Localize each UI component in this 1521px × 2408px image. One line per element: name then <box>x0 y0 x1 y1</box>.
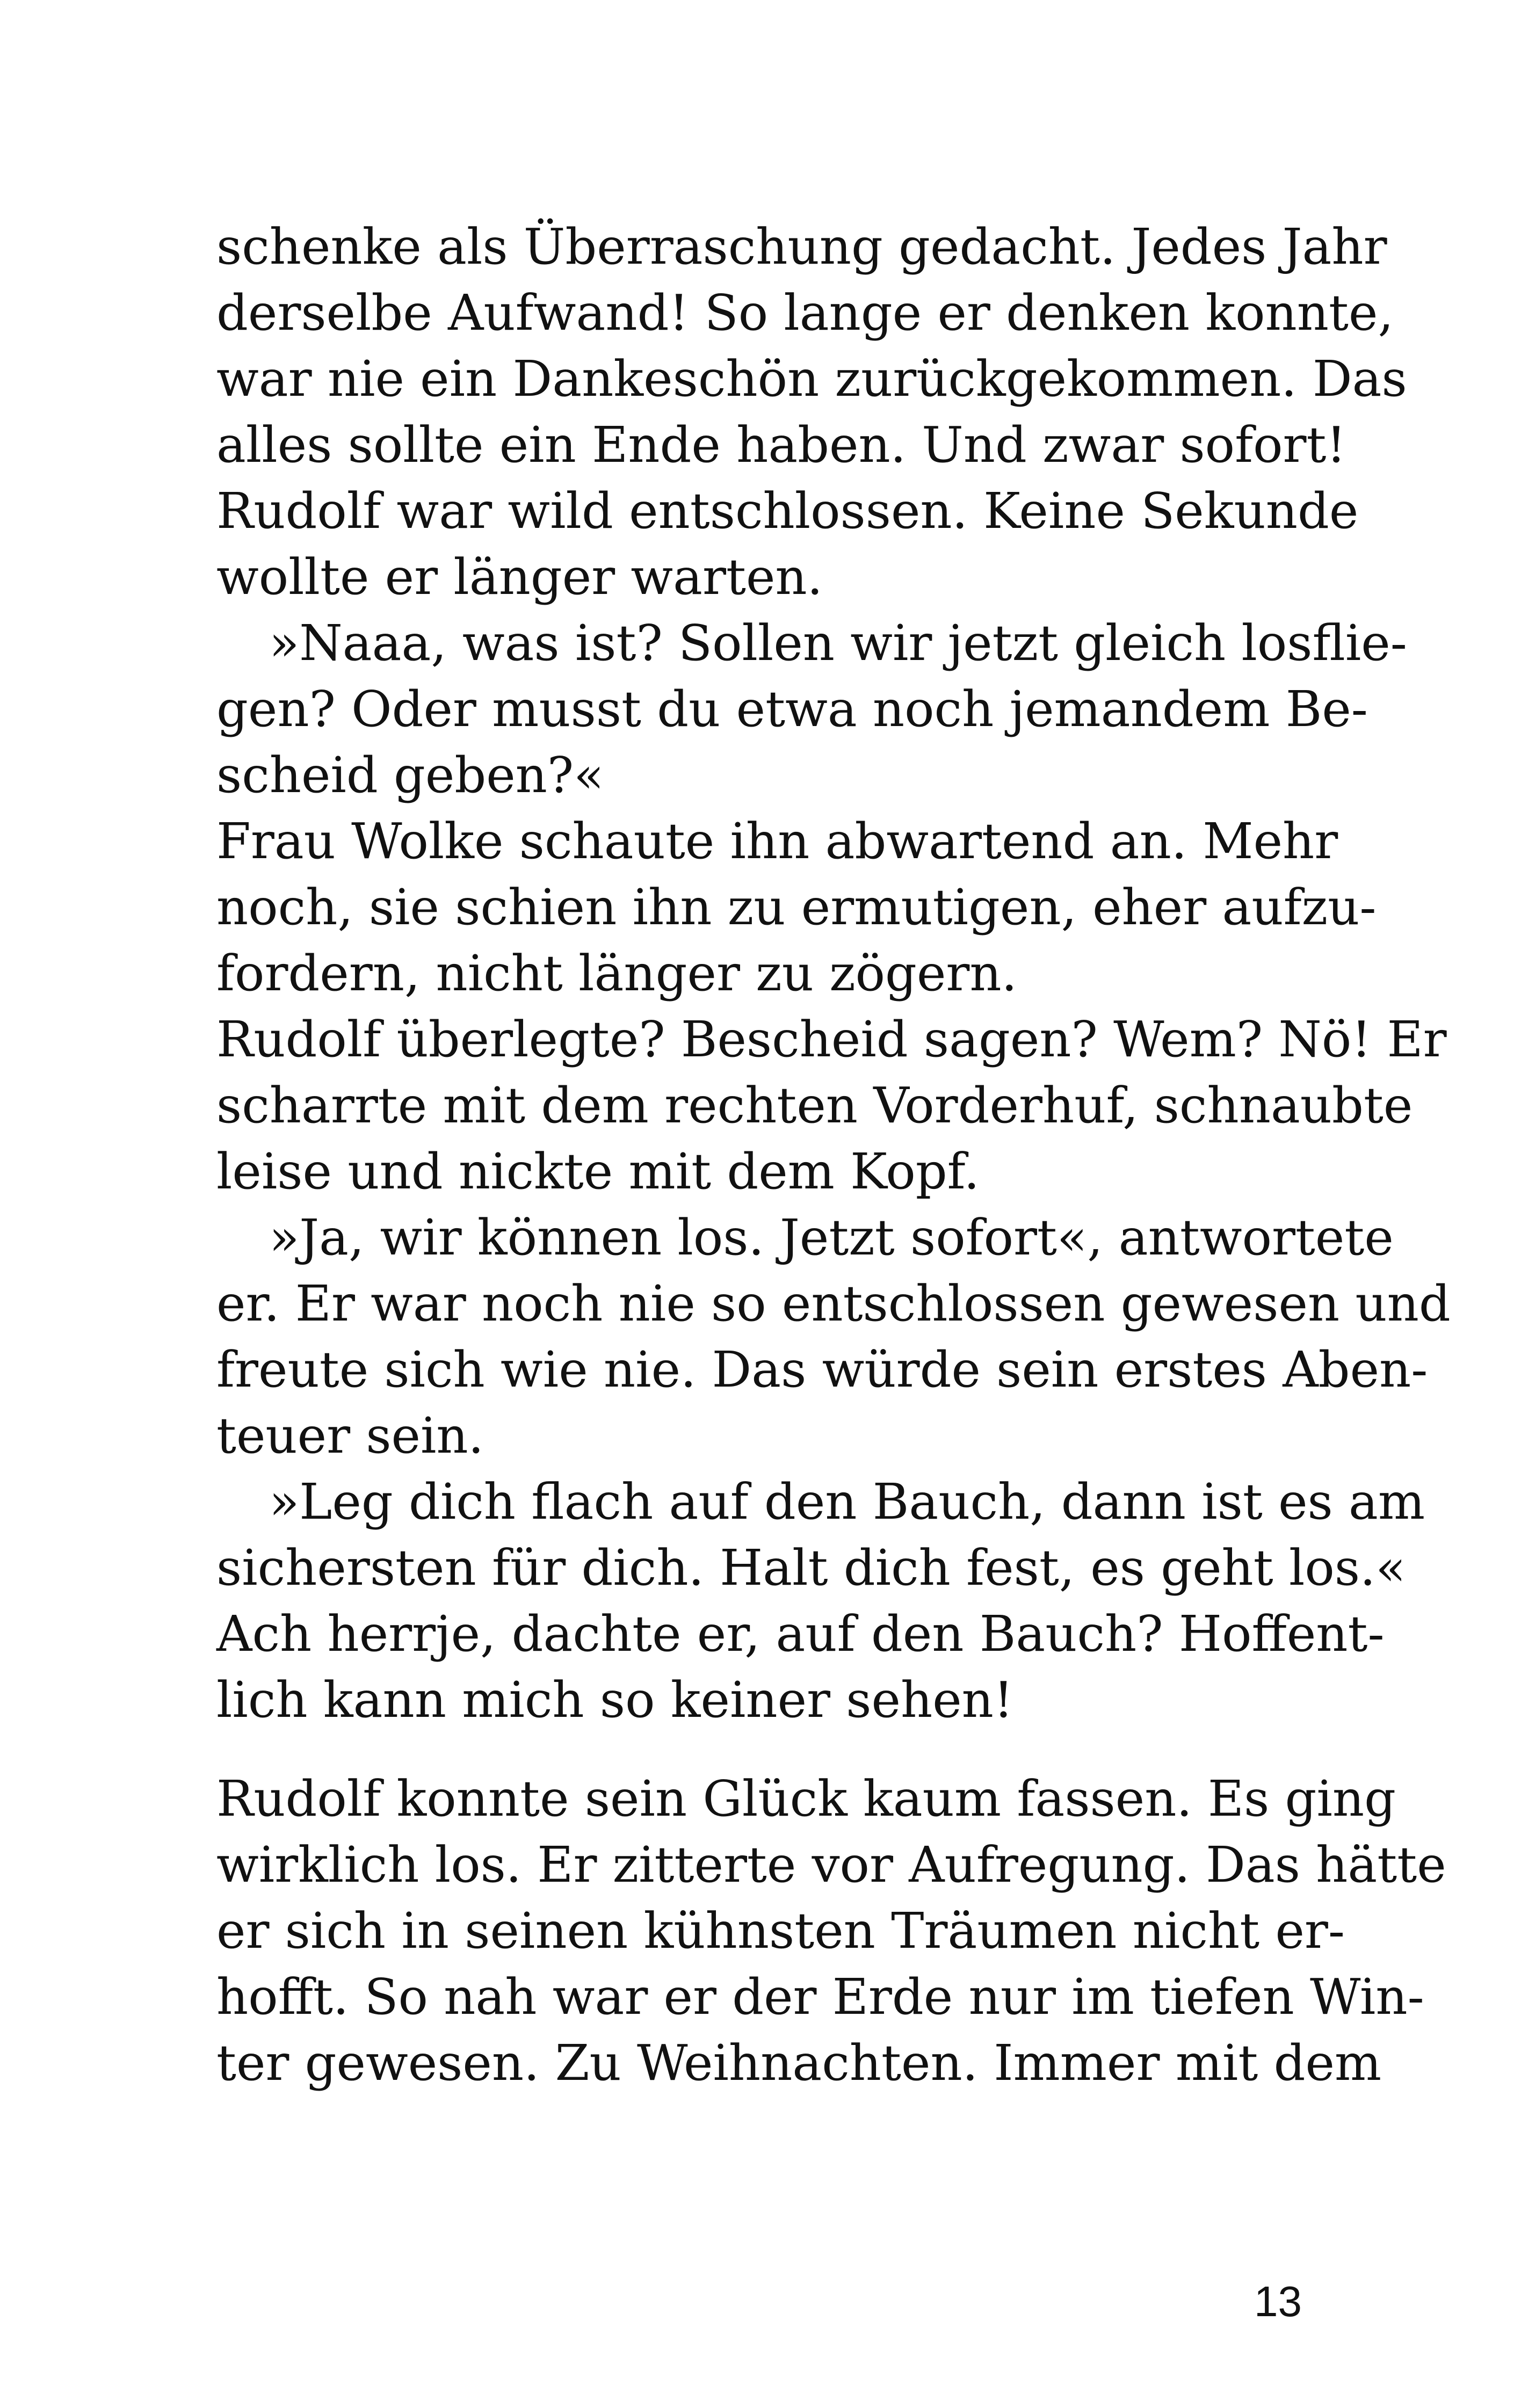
text-line: schenke als Überraschung gedacht. Jedes Jahr <box>216 218 1387 275</box>
text-line: er. Er war noch nie so entschlossen gewesen und <box>216 1275 1451 1332</box>
text-line: scharrte mit dem rechten Vorderhuf, schnaubte <box>216 1077 1413 1134</box>
text-line: teuer sein. <box>216 1407 484 1464</box>
text-line: noch, sie schien ihn zu ermutigen, eher aufzu- <box>216 879 1377 936</box>
text-line: sichersten für dich. Halt dich fest, es geht los.« <box>216 1539 1406 1597</box>
text-line: Rudolf war wild entschlossen. Keine Sekunde <box>216 482 1359 540</box>
text-line: er sich in seinen kühnsten Träumen nicht er- <box>216 1902 1345 1960</box>
text-line: freute sich wie nie. Das würde sein erstes Aben- <box>216 1341 1428 1398</box>
text-line: gen? Oder musst du etwa noch jemandem Be- <box>216 680 1368 738</box>
text-block-upper <box>216 214 1451 1733</box>
text-line: hofft. So nah war er der Erde nur im tiefen Win- <box>216 1968 1424 2026</box>
text-line: Frau Wolke schaute ihn abwartend an. Mehr <box>216 813 1338 870</box>
text-line: »Leg dich flach auf den Bauch, dann ist es am <box>269 1473 1425 1531</box>
text-line: »Ja, wir können los. Jetzt sofort«, antwortete <box>269 1209 1394 1266</box>
text-line: derselbe Aufwand! So lange er denken konnte, <box>216 284 1394 342</box>
text-line: war nie ein Dankeschön zurückgekommen. Das <box>216 350 1407 408</box>
text-line: »Naaa, was ist? Sollen wir jetzt gleich losflie- <box>269 614 1407 672</box>
text-line: wollte er länger warten. <box>216 548 823 606</box>
text-line: ter gewesen. Zu Weihnachten. Immer mit dem <box>216 2034 1382 2092</box>
text-line: alles sollte ein Ende haben. Und zwar sofort! <box>216 416 1346 474</box>
text-line: Ach herrje, dachte er, auf den Bauch? Hoffent- <box>216 1605 1385 1663</box>
text-line: scheid geben?« <box>216 746 604 804</box>
text-line: Rudolf konnte sein Glück kaum fassen. Es ging <box>216 1770 1396 1827</box>
text-line: wirklich los. Er zitterte vor Aufregung. Das hätte <box>216 1836 1446 1894</box>
text-line: lich kann mich so keiner sehen! <box>216 1671 1013 1729</box>
text-line: fordern, nicht länger zu zögern. <box>216 945 1017 1002</box>
text-block-lower <box>216 1766 1446 2096</box>
text-line: leise und nickte mit dem Kopf. <box>216 1143 980 1200</box>
text-line: Rudolf überlegte? Bescheid sagen? Wem? Nö! Er <box>216 1011 1447 1068</box>
page-number: 13 <box>1254 2278 1302 2325</box>
